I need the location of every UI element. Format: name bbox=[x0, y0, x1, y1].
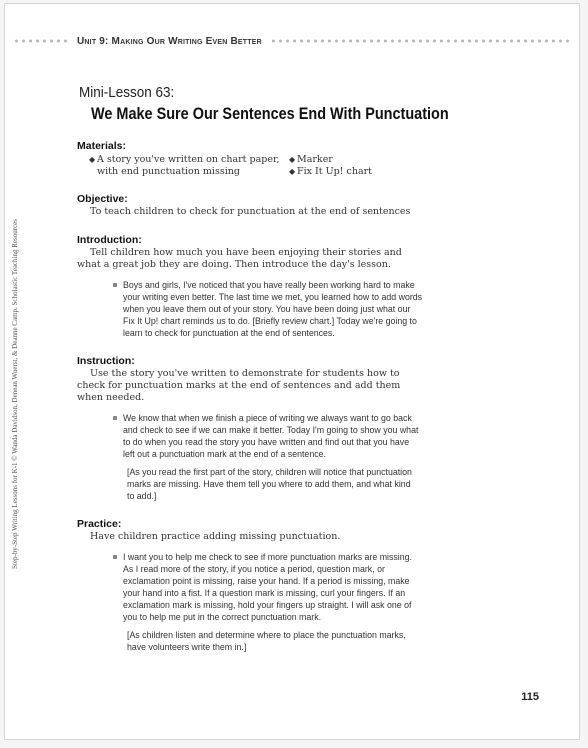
materials-section bbox=[77, 140, 427, 178]
practice-heading: Practice: bbox=[77, 518, 122, 530]
introduction-section bbox=[77, 234, 427, 339]
objective-section bbox=[77, 193, 427, 218]
instruction-section bbox=[77, 355, 427, 502]
page-number: 115 bbox=[521, 691, 539, 703]
list-item bbox=[89, 154, 289, 178]
script-text: Boys and girls, I've noticed that you have really been working hard to make your writing even better. The last time we met, you learned how to add words when you leave them out of your story. You have been doing just what our Fix It Up! chart reminds us to do. [Briefly review chart.] Today we're going to learn to check for punctuation at the end of sentences. bbox=[123, 280, 423, 338]
instruction-script bbox=[113, 412, 423, 460]
practice-script bbox=[113, 551, 423, 623]
practice-text: Have children practice adding missing punctuation. bbox=[90, 531, 341, 542]
square-bullet-icon bbox=[113, 416, 117, 420]
materials-list-right bbox=[289, 154, 372, 178]
lesson-number: Mini-Lesson 63: bbox=[79, 84, 175, 101]
materials-item: A story you've written on chart paper, with end punctuation missing bbox=[97, 154, 280, 177]
materials-item: Marker bbox=[297, 154, 333, 165]
practice-section bbox=[77, 518, 427, 653]
materials-item: Fix It Up! chart bbox=[297, 166, 372, 177]
script-text: I want you to help me check to see if more punctuation marks are missing. As I read more of the story, if you notice a period, question mark, or exclamation point is missing, raise your hand. If a period is missing, make your hand into a fist. If a question mark is missing, curl your fingers. If an exclamation mark is missing, hold your fingers up straight. I will ask one of you to help me put in the correct punctuation mark. bbox=[123, 552, 412, 622]
square-bullet-icon bbox=[113, 555, 117, 559]
unit-header bbox=[13, 30, 571, 52]
instruction-text: Use the story you've written to demonstrate for students how to check for punctuation marks at the end of sentences and add them when needed. bbox=[77, 368, 401, 403]
materials-list-left bbox=[89, 154, 289, 178]
square-bullet-icon bbox=[113, 283, 117, 287]
list-item bbox=[289, 154, 372, 166]
script-text: We know that when we finish a piece of writing we always want to go back and check to see if we can make it better. Today I'm going to show you what to do when you read the story you have written and find out that you have left out a punctuation mark at the end of a sentence. bbox=[123, 413, 419, 459]
introduction-script bbox=[113, 279, 423, 339]
materials-heading: Materials: bbox=[77, 140, 127, 152]
bullet-icon: ◆ bbox=[289, 167, 296, 176]
bullet-icon: ◆ bbox=[289, 155, 296, 164]
instruction-note: [As you read the first part of the story, children will notice that punctuation marks are missing. Have them tell you where to add them, and what kind to add.] bbox=[127, 467, 412, 501]
decorative-dots-left bbox=[13, 39, 69, 43]
introduction-text: Tell children how much you have been enjoying their stories and what a great job they are doing. Then introduce the day's lesson. bbox=[77, 247, 402, 270]
objective-heading: Objective: bbox=[77, 193, 128, 205]
sidebar-credit: Step-by-Step Writing Lessons for K-1 © Wanda Davidson, Denean Wuerst, & Deanne Camp, Scholastic Teaching Resources bbox=[11, 219, 19, 569]
introduction-heading: Introduction: bbox=[77, 234, 142, 246]
unit-title: Unit 9: Making Our Writing Even Better bbox=[77, 35, 262, 47]
decorative-dots-right bbox=[270, 39, 571, 43]
list-item bbox=[289, 166, 372, 178]
lesson-content bbox=[77, 84, 449, 653]
instruction-heading: Instruction: bbox=[77, 355, 135, 367]
document-page bbox=[4, 3, 580, 740]
bullet-icon: ◆ bbox=[89, 155, 96, 164]
objective-text: To teach children to check for punctuation at the end of sentences bbox=[90, 206, 411, 217]
practice-note: [As children listen and determine where to place the punctuation marks, have volunteers write them in.] bbox=[127, 630, 406, 652]
lesson-title: We Make Sure Our Sentences End With Punctuation bbox=[91, 104, 449, 123]
